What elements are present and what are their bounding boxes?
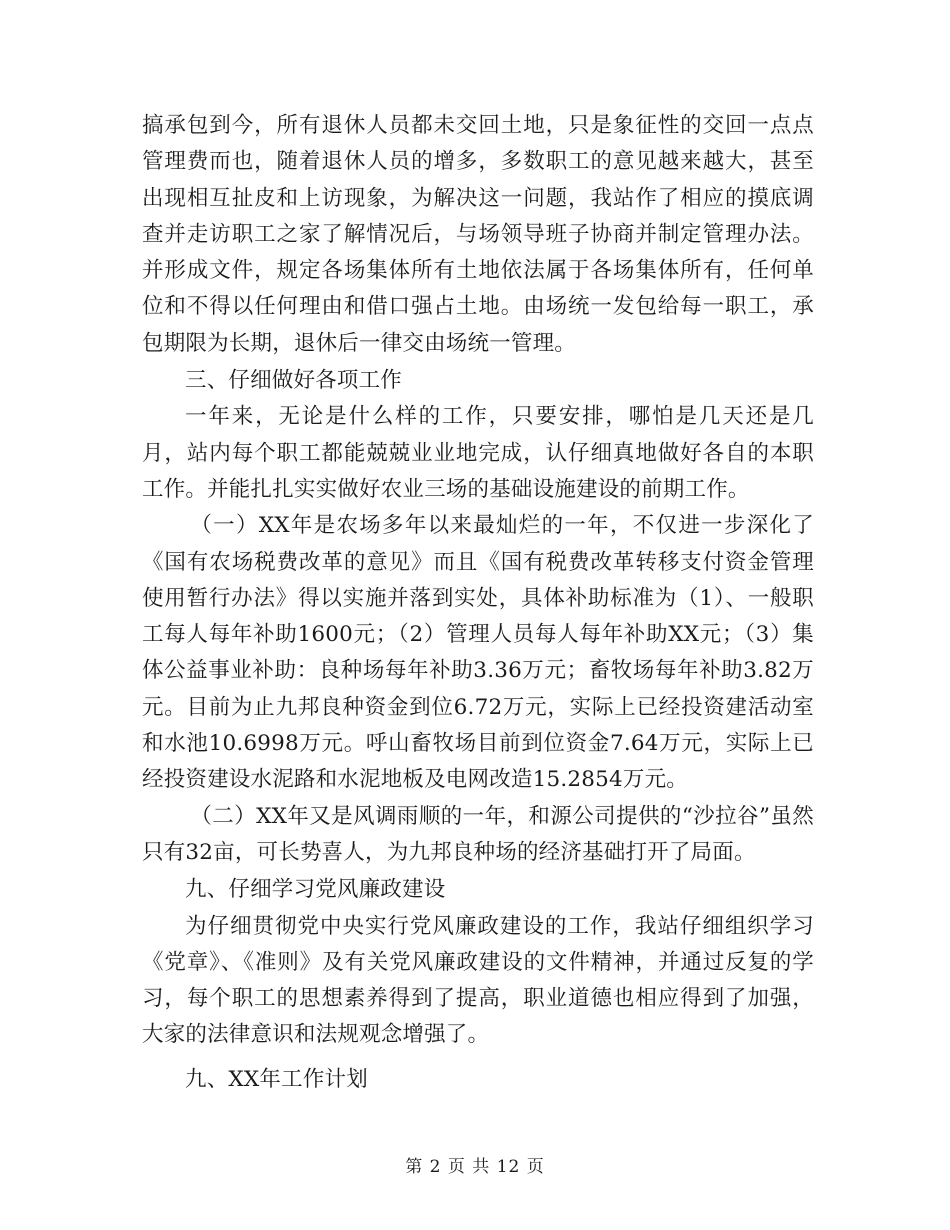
section-heading-9a: 九、仔细学习党风廉政建设: [185, 877, 446, 903]
section-heading-9b: 九、XX年工作计划: [185, 1066, 368, 1092]
paragraph-work-intro: 一年来，无论是什么样的工作，只要安排，哪怕是几天还是几月，站内每个职工都能兢兢业业地完成，认仔细真地做好各自的本职工作。并能扎扎实实做好农业三场的基础设施建设的前期工作。: [142, 404, 814, 502]
paragraph-item-1: （一）XX年是农场多年以来最灿烂的一年，不仅进一步深化了《国有农场税费改革的意见》而且《国有税费改革转移支付资金管理使用暂行办法》得以实施并落到实处，具体补助标准为（1）、一般职工每人每年补助1600元；（2）管理人员每人每年补助XX元；（3）集体公益事业补助：良种场每年补助3.36万元；畜牧场每年补助3.82万元。目前为止九邦良种资金到位6.72万元，实际上已经投资建活动室和水池10.6998万元。呼山畜牧场目前到位资金7.64万元，实际上已经投资建设水泥路和水泥地板及电网改造15.2854万元。: [142, 513, 814, 793]
paragraph-party-study: 为仔细贯彻党中央实行党风廉政建设的工作，我站仔细组织学习《党章》、《准则》及有关党风廉政建设的文件精神，并通过反复的学习，每个职工的思想素养得到了提高，职业道德也相应得到了加强，大家的法律意识和法规观念增强了。: [142, 913, 814, 1048]
document-body: [142, 108, 814, 1098]
paragraph-continuation: 搞承包到今，所有退休人员都未交回土地，只是象征性的交回一点点管理费而也，随着退休人员的增多，多数职工的意见越来越大，甚至出现相互扯皮和上访现象，为解决这一问题，我站作了相应的摸底调查并走访职工之家了解情况后，与场领导班子协商并制定管理办法。并形成文件，规定各场集体所有土地依法属于各场集体所有，任何单位和不得以任何理由和借口强占土地。由场统一发包给每一职工，承包期限为长期，退休后一律交由场统一管理。: [142, 113, 814, 356]
page-number-label: 第 2 页 共 12 页: [405, 1157, 545, 1177]
paragraph-item-2: （二）XX年又是风调雨顺的一年，和源公司提供的“沙拉谷”虽然只有32亩，可长势喜人，为九邦良种场的经济基础打开了局面。: [142, 803, 814, 865]
page-footer: [0, 1152, 950, 1177]
section-heading-3: 三、仔细做好各项工作: [185, 368, 403, 394]
